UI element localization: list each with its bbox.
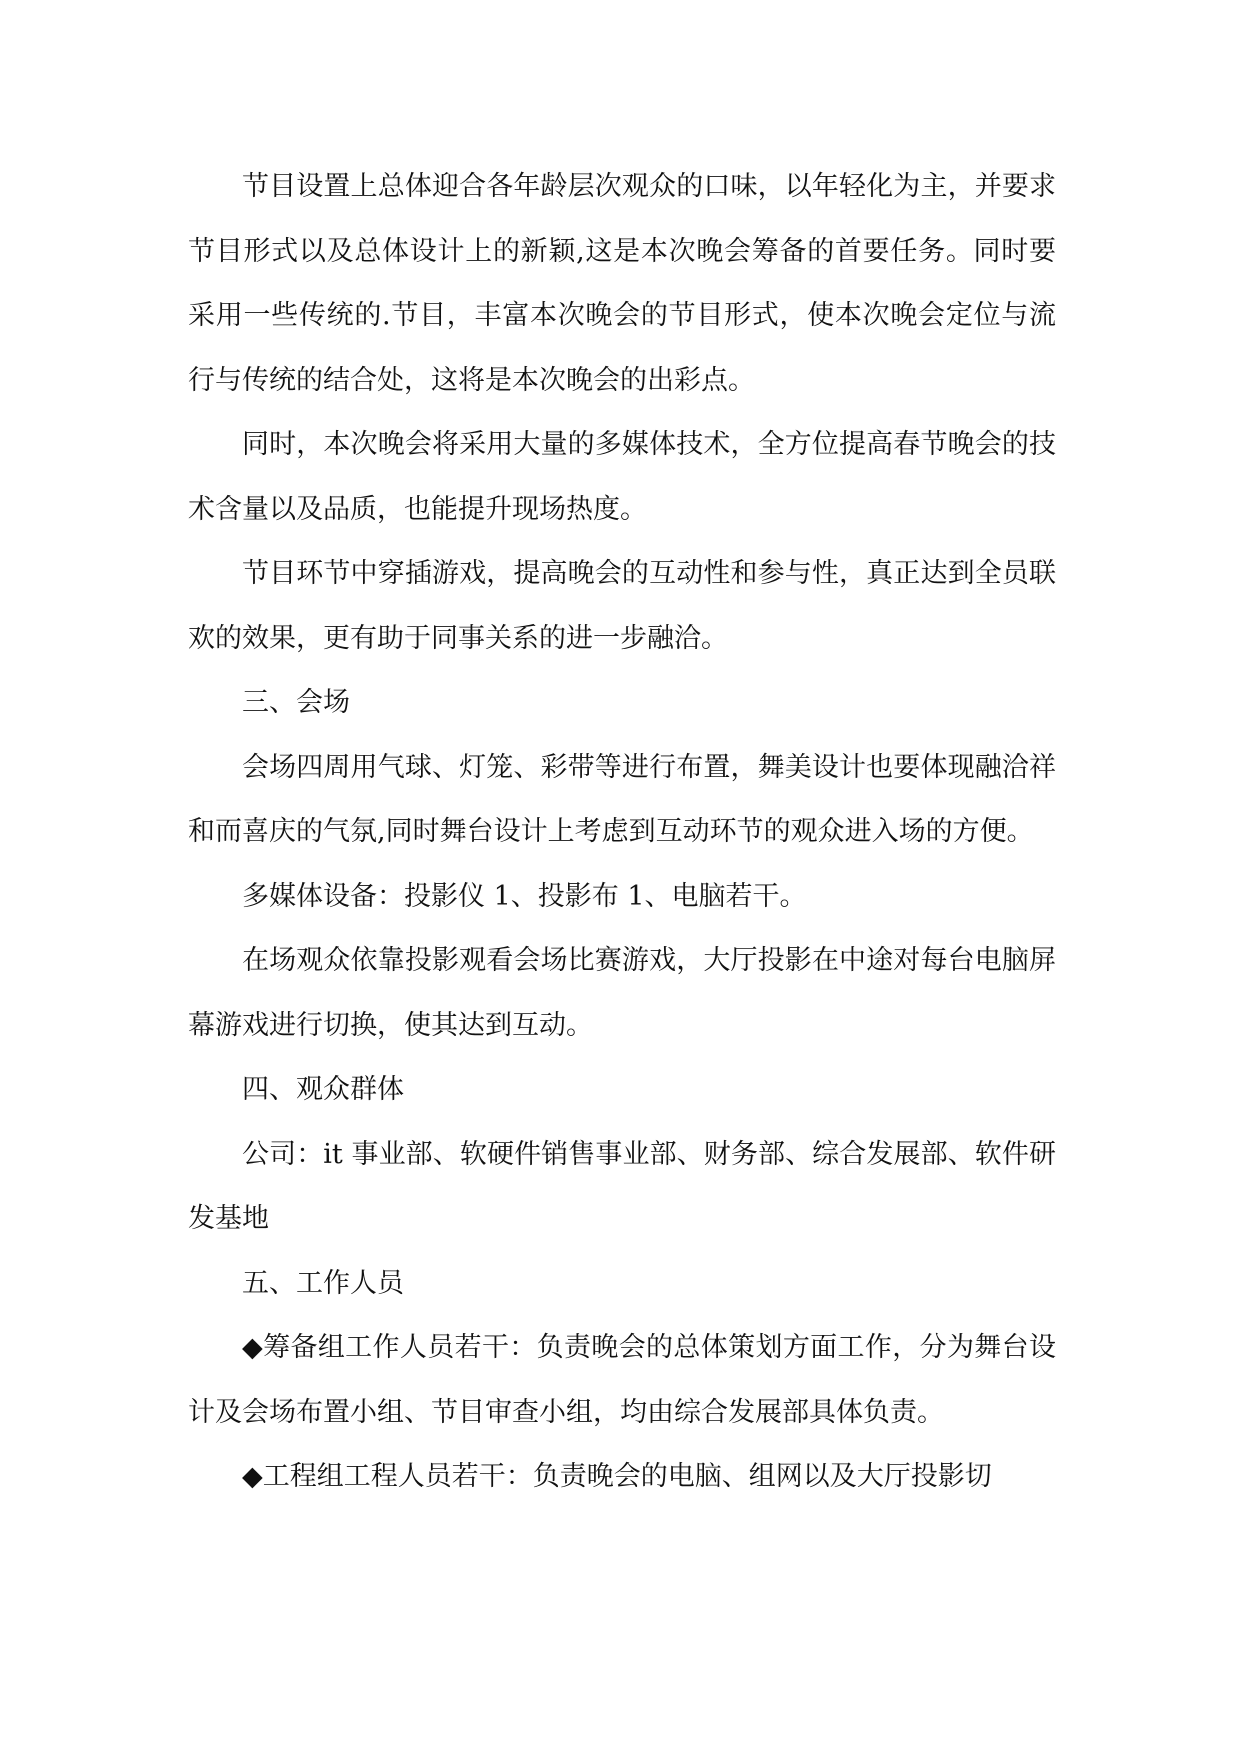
document-body (188, 155, 1056, 1510)
paragraph-projection: 在场观众依靠投影观看会场比赛游戏，大厅投影在中途对每台电脑屏幕游戏进行切换，使其达到互动。 (188, 945, 1056, 1041)
paragraph-games: 节目环节中穿插游戏，提高晚会的互动性和参与性，真正达到全员联欢的效果，更有助于同事关系的进一步融洽。 (188, 558, 1056, 654)
list-item-engineering-team: ◆工程组工程人员若干：负责晚会的电脑、组网以及大厅投影切 (242, 1461, 992, 1492)
heading-staff: 五、工作人员 (242, 1267, 404, 1299)
list-item-preparation-team: ◆筹备组工作人员若干：负责晚会的总体策划方面工作，分为舞台设计及会场布置小组、节目审查小组，均由综合发展部具体负责。 (188, 1332, 1056, 1428)
heading-venue: 三、会场 (242, 687, 350, 718)
heading-audience: 四、观众群体 (242, 1074, 404, 1105)
paragraph-venue-decoration: 会场四周用气球、灯笼、彩带等进行布置，舞美设计也要体现融洽祥和而喜庆的气氛,同时舞台设计上考虑到互动环节的观众进入场的方便。 (188, 751, 1056, 847)
paragraph-multimedia-tech: 同时，本次晚会将采用大量的多媒体技术，全方位提高春节晚会的技术含量以及品质，也能提升现场热度。 (188, 429, 1056, 525)
paragraph-company-departments: 公司：it 事业部、软硬件销售事业部、财务部、综合发展部、软件研发基地 (188, 1138, 1056, 1234)
paragraph-program-setup: 节目设置上总体迎合各年龄层次观众的口味，以年轻化为主，并要求节目形式以及总体设计上的新颖,这是本次晚会筹备的首要任务。同时要采用一些传统的.节目，丰富本次晚会的节目形式，使本次晚会定位与流行与传统的结合处，这将是本次晚会的出彩点。 (188, 171, 1056, 396)
paragraph-multimedia-equipment: 多媒体设备：投影仪 1、投影布 1、电脑若干。 (242, 880, 807, 912)
